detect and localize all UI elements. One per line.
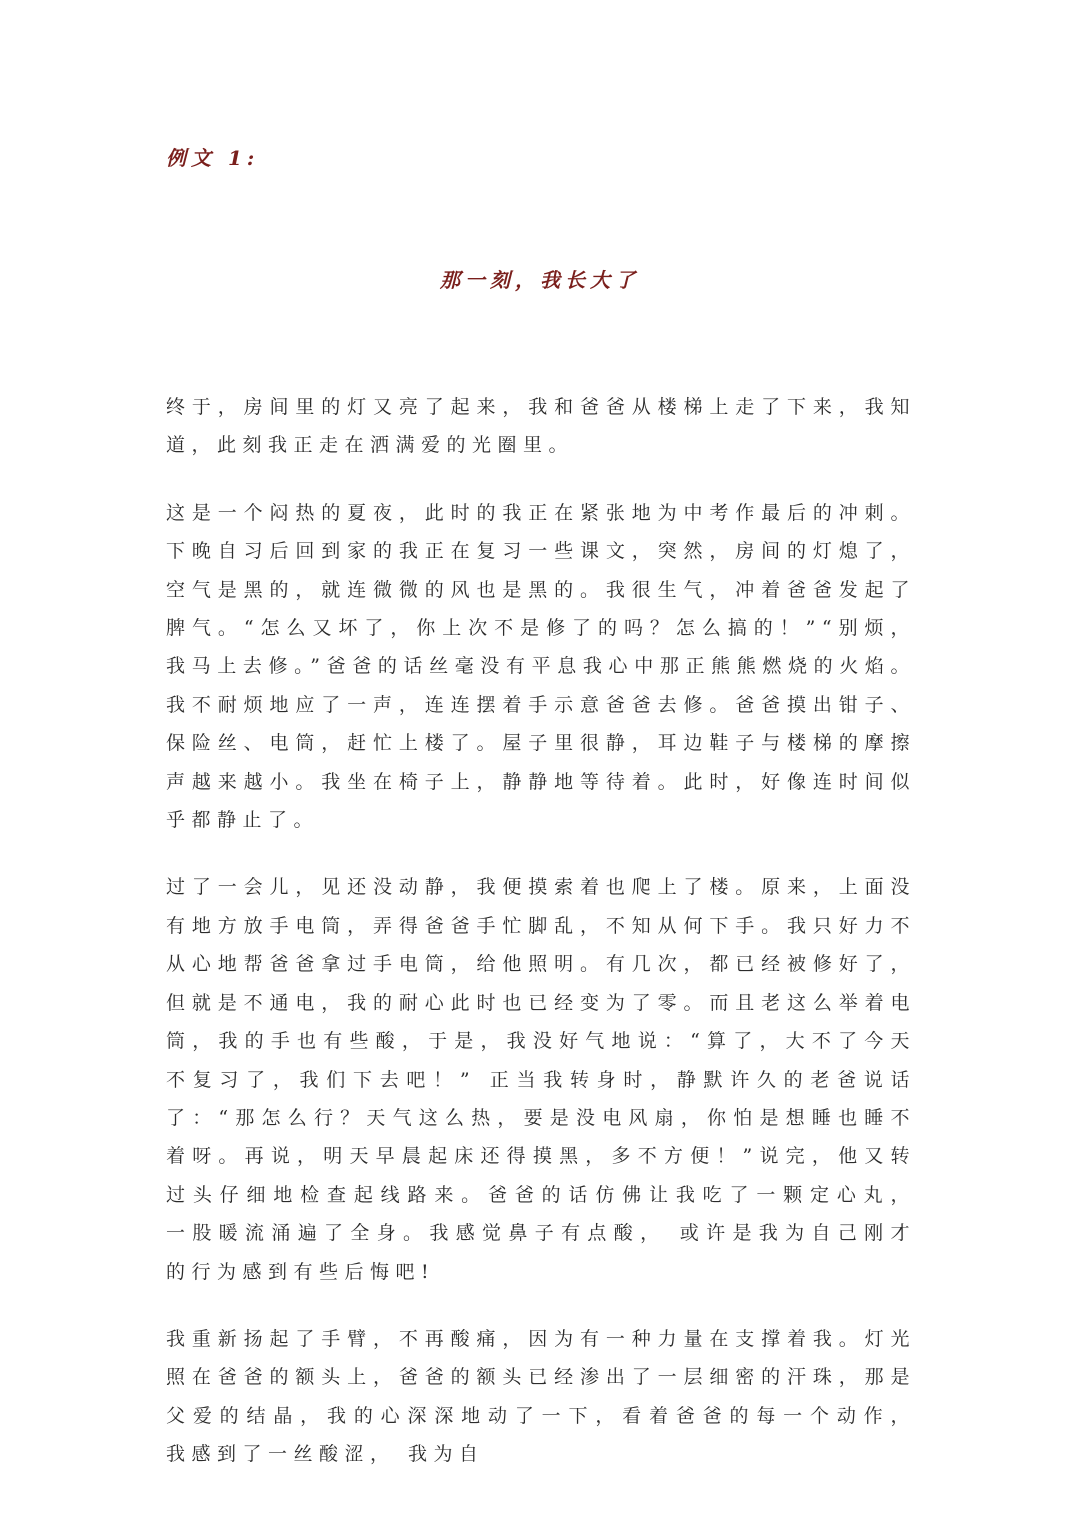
paragraph: 过了一会儿，见还没动静，我便摸索着也爬上了楼。原来，上面没有地方放手电筒，弄得爸爸手忙脚乱，不知从何下手。我只好力不从心地帮爸爸拿过手电筒，给他照明。有几次，都已经被修好了，但就是不通电，我的耐心此时也已经变为了零。而且老这么举着电筒，我的手也有些酸，于是，我没好气地说：“算了，大不了今天不复习了，我们下去吧！” 正当我转身时，静默许久的老爸说话了：“那怎么行？天气这么热，要是没电风扇，你怕是想睡也睡不着呀。再说，明天早晨起床还得摸黑，多不方便！”说完，他又转过头仔细地检查起线路来。爸爸的话仿佛让我吃了一颗定心丸， 一股暖流涌遍了全身。我感觉鼻子有点酸， 或许是我为自己刚才的行为感到有些后悔吧!	[166, 876, 916, 1283]
paragraph: 我重新扬起了手臂，不再酸痛，因为有一种力量在支撑着我。灯光照在爸爸的额头上，爸爸的额头已经渗出了一层细密的汗珠，那是父爱的结晶，我的心深深地动了一下，看着爸爸的每一个动作， 我感到了一丝酸涩， 我为自	[166, 1327, 916, 1466]
essay-title: 那一刻，我长大了	[440, 268, 640, 292]
paragraph: 终于，房间里的灯又亮了起来，我和爸爸从楼梯上走了下来，我知道，此刻我正走在洒满爱的光圈里。	[166, 396, 916, 457]
essay-body	[166, 388, 916, 1503]
example-label: 例文 1:	[166, 146, 260, 170]
paragraph: 这是一个闷热的夏夜，此时的我正在紧张地为中考作最后的冲刺。下晚自习后回到家的我正在复习一些课文，突然，房间的灯熄了，空气是黑的，就连微微的风也是黑的。我很生气，冲着爸爸发起了脾气。“怎么又坏了，你上次不是修了的吗？怎么搞的！”“别烦，我马上去修。”爸爸的话丝毫没有平息我心中那正熊熊燃烧的火焰。我不耐烦地应了一声，连连摆着手示意爸爸去修。爸爸摸出钳子、保险丝、电筒，赶忙上楼了。屋子里很静，耳边鞋子与楼梯的摩擦声越来越小。我坐在椅子上，静静地等待着。此时，好像连时间似乎都静止了。	[166, 501, 916, 832]
